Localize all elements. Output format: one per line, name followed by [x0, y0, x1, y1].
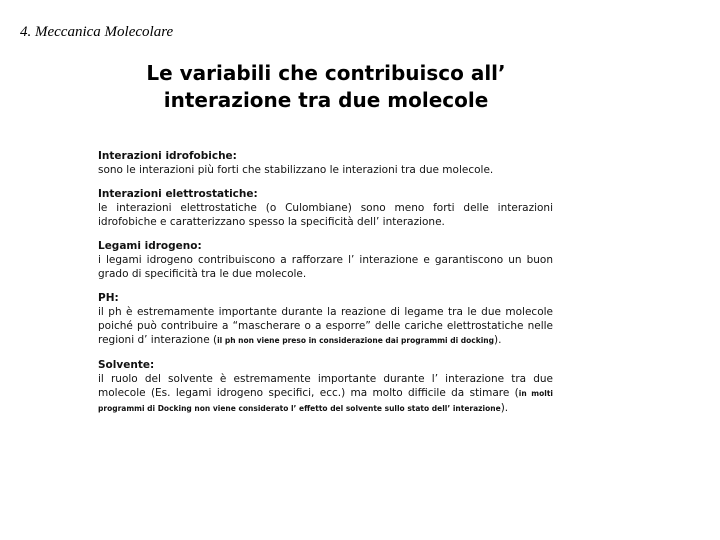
- block-text: i legami idrogeno contribuiscono a rafforzare l’ interazione e garantiscono un buon grado di specificità tra le due molecole.: [98, 254, 553, 280]
- block-text: le interazioni elettrostatiche (o Culombiane) sono meno forti delle interazioni idrofobiche e caratterizzano spesso la specificità dell’ interazione.: [98, 202, 553, 228]
- block-title: Interazioni elettrostatiche:: [98, 188, 258, 200]
- block-text: il ruolo del solvente è estremamente importante durante l’ interazione tra due molecole (Es. legami idrogeno specifici, ecc.) ma molto difficile da stimare (: [98, 373, 553, 399]
- block-title: Solvente:: [98, 359, 155, 371]
- block-note: in molti programmi di Docking non viene considerato l’ effetto del solvente sullo stato dell’ interazione: [98, 389, 553, 413]
- section-label: 4. Meccanica Molecolare: [20, 24, 174, 40]
- block-solvent: [98, 358, 553, 416]
- block-body: [98, 305, 553, 348]
- block-tail: ).: [500, 402, 509, 414]
- slide-title-line-1: Le variabili che contribuisco all’: [146, 61, 506, 85]
- block-body: [98, 201, 553, 229]
- slide-title: [100, 60, 552, 114]
- block-note: il ph non viene preso in considerazione dai programmi di docking: [217, 336, 494, 345]
- block-hydrogen-bonds: [98, 239, 553, 281]
- block-title: Interazioni idrofobiche:: [98, 150, 237, 162]
- block-title: Legami idrogeno:: [98, 240, 202, 252]
- block-text: sono le interazioni più forti che stabilizzano le interazioni tra due molecole.: [98, 164, 494, 176]
- block-body: [98, 163, 553, 177]
- block-tail: ).: [493, 334, 502, 346]
- slide-content: [98, 149, 553, 426]
- block-hydrophobic: [98, 149, 553, 177]
- slide-title-line-2: interazione tra due molecole: [163, 88, 489, 112]
- block-text: il ph è estremamente importante durante la reazione di legame tra le due molecole poiché può contribuire a “mascherare o a esporre” delle cariche elettrostatiche nelle regioni d’ interazione (: [98, 306, 553, 346]
- block-body: [98, 372, 553, 416]
- block-title: PH:: [98, 292, 119, 304]
- block-electrostatic: [98, 187, 553, 229]
- block-body: [98, 253, 553, 281]
- block-ph: [98, 291, 553, 348]
